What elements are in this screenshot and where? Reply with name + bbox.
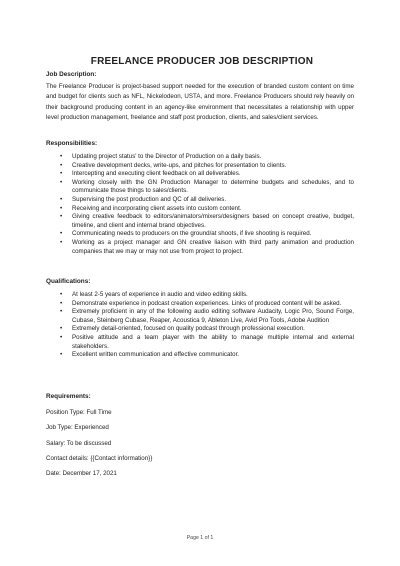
list-item: • Supervising the post production and QC of all deliveries. bbox=[60, 196, 354, 205]
list-item: • Creative development decks, write-ups, and pitches for presentation to clients. bbox=[60, 162, 354, 171]
responsibilities-list bbox=[60, 153, 354, 256]
position-type: Position Type: Full Time bbox=[46, 409, 112, 416]
salary: Salary: To be discussed bbox=[46, 440, 112, 447]
date: Date: December 17, 2021 bbox=[46, 470, 117, 477]
list-item: • At least 2-5 years of experience in audio and video editing skills. bbox=[60, 291, 354, 300]
list-item: • Extremely proficient in any of the following audio editing software Audacity, Logic Pro, Sound Forge, Cubase, Steinberg Cubase, Reaper, Acoustica 9, Ableton Live, Avid Pro Tools, Adobe Audition bbox=[60, 308, 354, 325]
list-item: • Updating project status' to the Director of Production on a daily basis. bbox=[60, 153, 354, 162]
job-description-text: The Freelance Producer is project-based support needed for the execution of branded custom content on time and budget for clients such as NFL, Nickelodeon, USTA, and more. Freelance Producers should rely heavily on their background producing content in an agency-like environment that necessitates a relationship with upper level production management, freelance and staff post production, clients, and sales/client services. bbox=[46, 83, 354, 122]
qualifications-heading: Qualifications: bbox=[46, 278, 91, 285]
list-item: • Demonstrate experience in podcast creation experiences. Links of produced content will be asked. bbox=[60, 300, 354, 309]
responsibilities-heading: Responsibilities: bbox=[46, 140, 98, 147]
list-item: • Receiving and incorporating client assets into custom content. bbox=[60, 205, 354, 214]
list-item: • Intercepting and executing client feedback on all deliverables. bbox=[60, 170, 354, 179]
qualifications-list bbox=[60, 291, 354, 360]
job-description-heading: Job Description: bbox=[46, 71, 97, 78]
contact-details: Contact details: {{Contact information}} bbox=[46, 455, 153, 462]
page-number: Page 1 of 1 bbox=[186, 535, 214, 541]
requirements-heading: Requirements: bbox=[46, 393, 91, 400]
document-title: FREELANCE PRODUCER JOB DESCRIPTION bbox=[90, 56, 314, 67]
list-item: • Positive attitude and a team player with the ability to manage multiple internal and external stakeholders. bbox=[60, 334, 354, 351]
list-item: • Giving creative feedback to editors/animators/mixers/designers based on concept creative, budget, timeline, and client and internal brand objectives. bbox=[60, 213, 354, 230]
list-item: • Communicating needs to producers on the ground/at shoots, if live shooting is required. bbox=[60, 230, 354, 239]
list-item: • Extremely detail-oriented, focused on quality podcast through professional execution. bbox=[60, 325, 354, 334]
list-item: • Working closely with the GN Production Manager to determine budgets and schedules, and to communicate those things to sales/clients. bbox=[60, 179, 354, 196]
job-type: Job Type: Experienced bbox=[46, 424, 109, 431]
list-item: • Working as a project manager and GN creative liaison with third party animation and production companies that we may or may not use from project to project. bbox=[60, 239, 354, 256]
list-item: • Excellent written communication and effective communicator. bbox=[60, 351, 354, 360]
